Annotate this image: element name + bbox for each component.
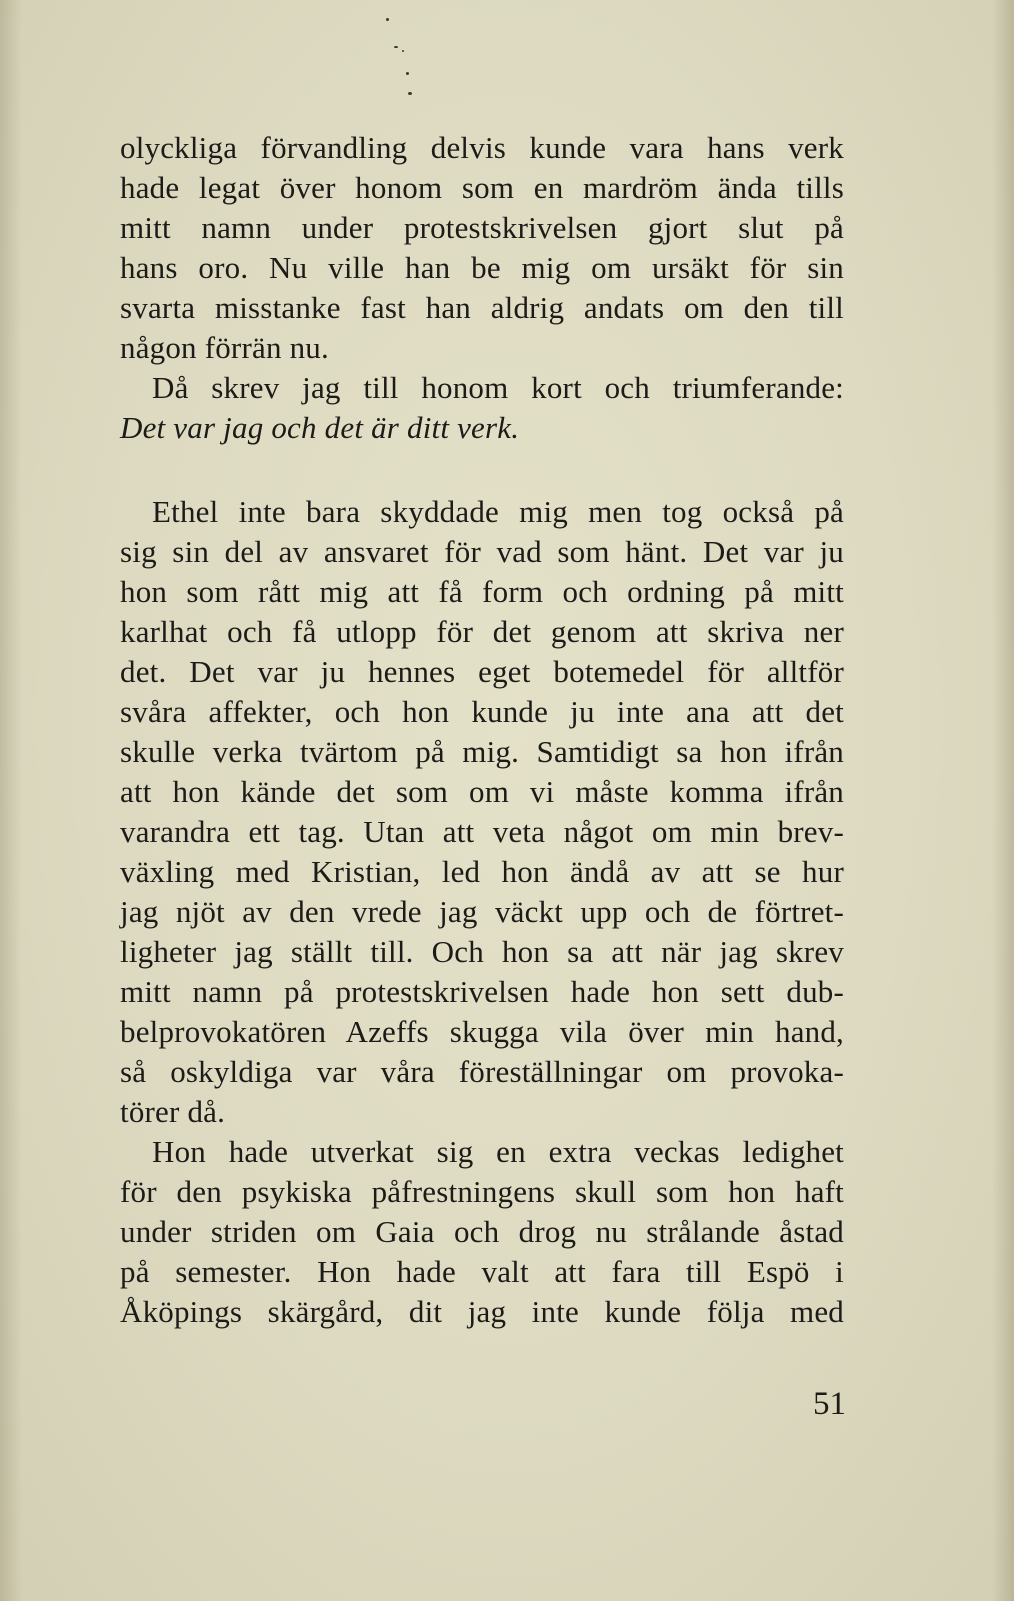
italic-quote-line: Det var jag och det är ditt verk. — [120, 410, 520, 445]
text-line: det. Det var ju hennes eget botemedel för alltför — [120, 654, 844, 689]
text-line: Då skrev jag till honom kort och triumferande: — [152, 370, 844, 405]
text-line: på semester. Hon hade valt att fara till Espö i — [120, 1254, 844, 1289]
page-right-edge-shadow — [992, 0, 1014, 1601]
text-line: mitt namn under protestskrivelsen gjort slut på — [120, 210, 844, 245]
text-line: under striden om Gaia och drog nu strålande åstad — [120, 1214, 844, 1249]
text-line: att hon kände det som om vi måste komma ifrån — [120, 774, 844, 809]
text-line: hon som rått mig att få form och ordning på mitt — [120, 574, 844, 609]
text-line: skulle verka tvärtom på mig. Samtidigt sa hon ifrån — [120, 734, 844, 769]
text-line: för den psykiska påfrestningens skull som hon haft — [120, 1174, 844, 1209]
text-line: växling med Kristian, led hon ändå av att se hur — [120, 854, 844, 889]
page-left-edge-shadow — [0, 0, 22, 1601]
text-line: svarta misstanke fast han aldrig andats om den till — [120, 290, 844, 325]
text-line: jag njöt av den vrede jag väckt upp och de förtret- — [120, 894, 844, 929]
section-gap — [120, 448, 844, 492]
text-line: olyckliga förvandling delvis kunde vara hans verk — [120, 130, 844, 165]
paper-specks — [380, 10, 440, 100]
text-line: mitt namn på protestskrivelsen hade hon sett dub- — [120, 974, 844, 1009]
text-line: sig sin del av ansvaret för vad som hänt. Det var ju — [120, 534, 844, 569]
text-line: någon förrän nu. — [120, 330, 329, 365]
text-line: Ethel inte bara skyddade mig men tog också på — [152, 494, 844, 529]
page-number: 51 — [813, 1386, 846, 1422]
text-line: Åköpings skärgård, dit jag inte kunde följa med — [120, 1294, 844, 1329]
text-line: Hon hade utverkat sig en extra veckas ledighet — [152, 1134, 844, 1169]
text-line: varandra ett tag. Utan att veta något om min brev- — [120, 814, 844, 849]
text-line: hans oro. Nu ville han be mig om ursäkt för sin — [120, 250, 844, 285]
text-line: törer då. — [120, 1094, 226, 1129]
text-line: hade legat över honom som en mardröm ända tills — [120, 170, 844, 205]
text-line: så oskyldiga var våra föreställningar om provoka- — [120, 1054, 844, 1089]
text-line: belprovokatören Azeffs skugga vila över min hand, — [120, 1014, 844, 1049]
text-line: ligheter jag ställt till. Och hon sa att när jag skrev — [120, 934, 844, 969]
text-line: svåra affekter, och hon kunde ju inte ana att det — [120, 694, 844, 729]
text-line: karlhat och få utlopp för det genom att skriva ner — [120, 614, 844, 649]
body-text — [120, 128, 844, 1332]
